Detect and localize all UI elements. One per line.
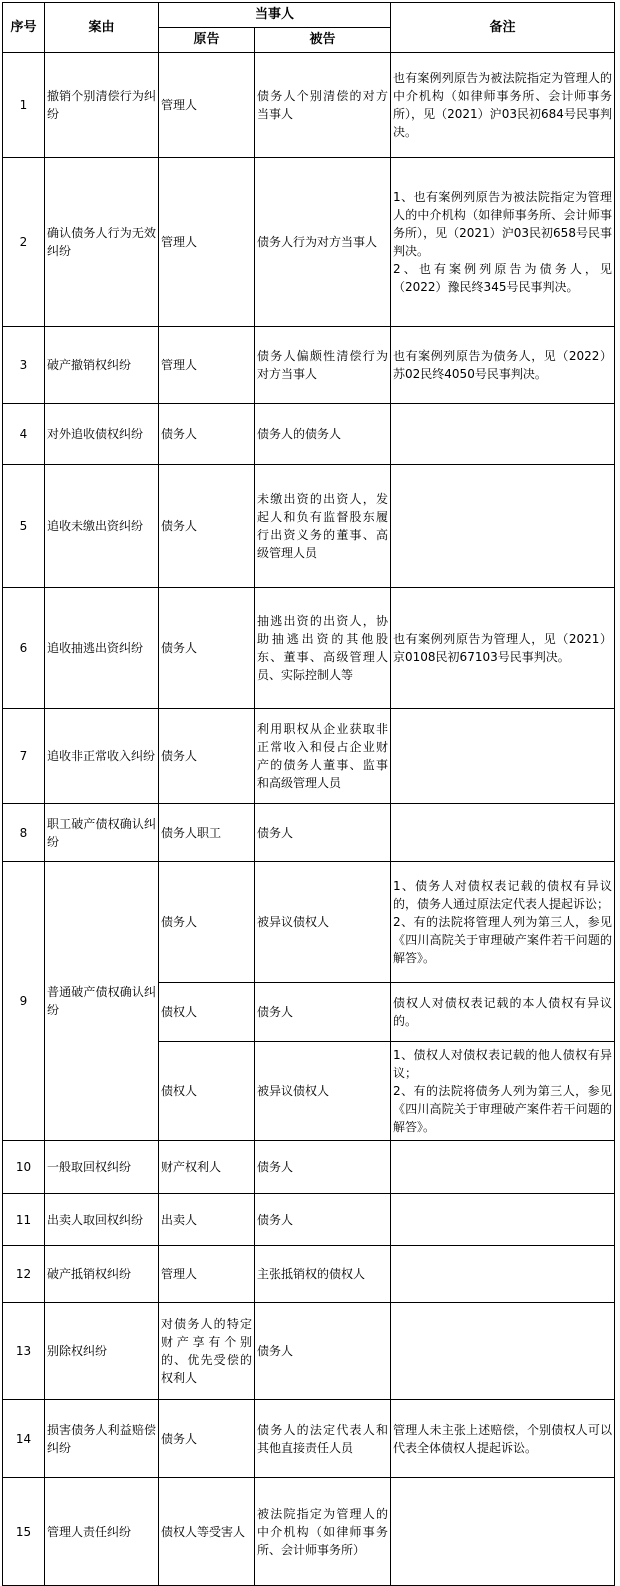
plaintiff-cell: 债务人 <box>159 404 255 465</box>
plaintiff-cell: 债务人 <box>159 709 255 804</box>
table-row <box>3 327 615 404</box>
plaintiff-cell: 债务人 <box>159 465 255 588</box>
table-row <box>3 465 615 588</box>
case-cause: 破产撤销权纠纷 <box>45 327 159 404</box>
row-number: 12 <box>3 1246 45 1303</box>
defendant-cell: 债务人 <box>255 1141 391 1194</box>
remark-cell <box>391 1303 615 1400</box>
remark-cell <box>391 1141 615 1194</box>
table-body <box>3 53 615 1586</box>
remark-cell: 债权人对债权表记载的本人债权有异议的。 <box>391 983 615 1042</box>
case-cause: 别除权纠纷 <box>45 1303 159 1400</box>
defendant-cell: 债务人的债务人 <box>255 404 391 465</box>
row-number: 1 <box>3 53 45 158</box>
remark-cell <box>391 404 615 465</box>
plaintiff-cell: 管理人 <box>159 1246 255 1303</box>
row-number: 2 <box>3 158 45 327</box>
plaintiff-cell: 债务人 <box>159 1400 255 1478</box>
defendant-cell: 债务人 <box>255 1194 391 1246</box>
case-cause: 一般取回权纠纷 <box>45 1141 159 1194</box>
case-cause: 损害债务人利益赔偿纠纷 <box>45 1400 159 1478</box>
remark-cell: 1、债务人对债权表记载的债权有异议的，债务人通过原法定代表人提起诉讼； 2、有的法院将管理人列为第三人，参见《四川高院关于审理破产案件若干问题的解答》。 <box>391 862 615 983</box>
case-cause: 撤销个别清偿行为纠纷 <box>45 53 159 158</box>
plaintiff-cell: 债权人 <box>159 983 255 1042</box>
plaintiff-cell: 管理人 <box>159 53 255 158</box>
table-row <box>3 158 615 327</box>
header-parties: 当事人 <box>159 3 391 28</box>
row-number: 10 <box>3 1141 45 1194</box>
table-row <box>3 862 615 983</box>
remark-cell <box>391 1246 615 1303</box>
remark-cell <box>391 1194 615 1246</box>
case-cause: 追收未缴出资纠纷 <box>45 465 159 588</box>
remark-cell: 管理人未主张上述赔偿，个别债权人可以代表全体债权人提起诉讼。 <box>391 1400 615 1478</box>
case-cause: 职工破产债权确认纠纷 <box>45 804 159 862</box>
defendant-cell: 主张抵销权的债权人 <box>255 1246 391 1303</box>
header-case: 案由 <box>45 3 159 53</box>
row-number: 14 <box>3 1400 45 1478</box>
table-row <box>3 1400 615 1478</box>
header-plaintiff: 原告 <box>159 28 255 53</box>
row-number: 4 <box>3 404 45 465</box>
defendant-cell: 抽逃出资的出资人，协助抽逃出资的其他股东、董事、高级管理人员、实际控制人等 <box>255 588 391 709</box>
case-cause: 追收非正常收入纠纷 <box>45 709 159 804</box>
table-row <box>3 1303 615 1400</box>
plaintiff-cell: 出卖人 <box>159 1194 255 1246</box>
row-number: 9 <box>3 862 45 1141</box>
table-row <box>3 1246 615 1303</box>
header-seq: 序号 <box>3 3 45 53</box>
plaintiff-cell: 管理人 <box>159 327 255 404</box>
defendant-cell: 债务人行为对方当事人 <box>255 158 391 327</box>
row-number: 15 <box>3 1478 45 1586</box>
defendant-cell: 债务人 <box>255 983 391 1042</box>
table-row <box>3 1478 615 1586</box>
plaintiff-cell: 债权人 <box>159 1042 255 1141</box>
plaintiff-cell: 债务人 <box>159 588 255 709</box>
table-row <box>3 53 615 158</box>
table-row <box>3 804 615 862</box>
defendant-cell: 债务人 <box>255 1303 391 1400</box>
case-table <box>2 2 615 1586</box>
defendant-cell: 被异议债权人 <box>255 1042 391 1141</box>
row-number: 13 <box>3 1303 45 1400</box>
case-cause: 破产抵销权纠纷 <box>45 1246 159 1303</box>
defendant-cell: 债务人 <box>255 804 391 862</box>
case-cause: 管理人责任纠纷 <box>45 1478 159 1586</box>
plaintiff-cell: 债务人职工 <box>159 804 255 862</box>
row-number: 7 <box>3 709 45 804</box>
table-row <box>3 588 615 709</box>
row-number: 8 <box>3 804 45 862</box>
plaintiff-cell: 对债务人的特定财产享有个别的、优先受偿的权利人 <box>159 1303 255 1400</box>
row-number: 6 <box>3 588 45 709</box>
defendant-cell: 债务人个别清偿的对方当事人 <box>255 53 391 158</box>
plaintiff-cell: 债务人 <box>159 862 255 983</box>
remark-cell: 1、债权人对债权表记载的他人债权有异议； 2、有的法院将债务人列为第三人，参见《四川高院关于审理破产案件若干问题的解答》。 <box>391 1042 615 1141</box>
defendant-cell: 未缴出资的出资人，发起人和负有监督股东履行出资义务的董事、高级管理人员 <box>255 465 391 588</box>
plaintiff-cell: 财产权利人 <box>159 1141 255 1194</box>
row-number: 3 <box>3 327 45 404</box>
case-cause: 普通破产债权确认纠纷 <box>45 862 159 1141</box>
case-cause: 追收抽逃出资纠纷 <box>45 588 159 709</box>
defendant-cell: 债务人偏颇性清偿行为对方当事人 <box>255 327 391 404</box>
remark-cell <box>391 804 615 862</box>
table-row <box>3 404 615 465</box>
defendant-cell: 被异议债权人 <box>255 862 391 983</box>
remark-cell: 也有案例列原告为管理人，见（2021）京0108民初67103号民事判决。 <box>391 588 615 709</box>
defendant-cell: 利用职权从企业获取非正常收入和侵占企业财产的债务人董事、监事和高级管理人员 <box>255 709 391 804</box>
case-cause: 确认债务人行为无效纠纷 <box>45 158 159 327</box>
defendant-cell: 债务人的法定代表人和其他直接责任人员 <box>255 1400 391 1478</box>
remark-cell <box>391 465 615 588</box>
row-number: 11 <box>3 1194 45 1246</box>
defendant-cell: 被法院指定为管理人的中介机构（如律师事务所、会计师事务所） <box>255 1478 391 1586</box>
case-cause: 对外追收债权纠纷 <box>45 404 159 465</box>
case-cause: 出卖人取回权纠纷 <box>45 1194 159 1246</box>
plaintiff-cell: 债权人等受害人 <box>159 1478 255 1586</box>
row-number: 5 <box>3 465 45 588</box>
table-row <box>3 1194 615 1246</box>
header-defendant: 被告 <box>255 28 391 53</box>
remark-cell: 也有案例列原告为被法院指定为管理人的中介机构（如律师事务所、会计师事务所），见（2021）沪03民初684号民事判决。 <box>391 53 615 158</box>
table-row <box>3 709 615 804</box>
header-remarks: 备注 <box>391 3 615 53</box>
remark-cell <box>391 709 615 804</box>
remark-cell: 也有案例列原告为债务人，见（2022）苏02民终4050号民事判决。 <box>391 327 615 404</box>
table-row <box>3 1141 615 1194</box>
plaintiff-cell: 管理人 <box>159 158 255 327</box>
remark-cell: 1、也有案例列原告为被法院指定为管理人的中介机构（如律师事务所、会计师事务所），见（2021）沪03民初658号民事判决。 2、也有案例列原告为债务人，见（2022）豫民终345号民事判决。 <box>391 158 615 327</box>
remark-cell <box>391 1478 615 1586</box>
